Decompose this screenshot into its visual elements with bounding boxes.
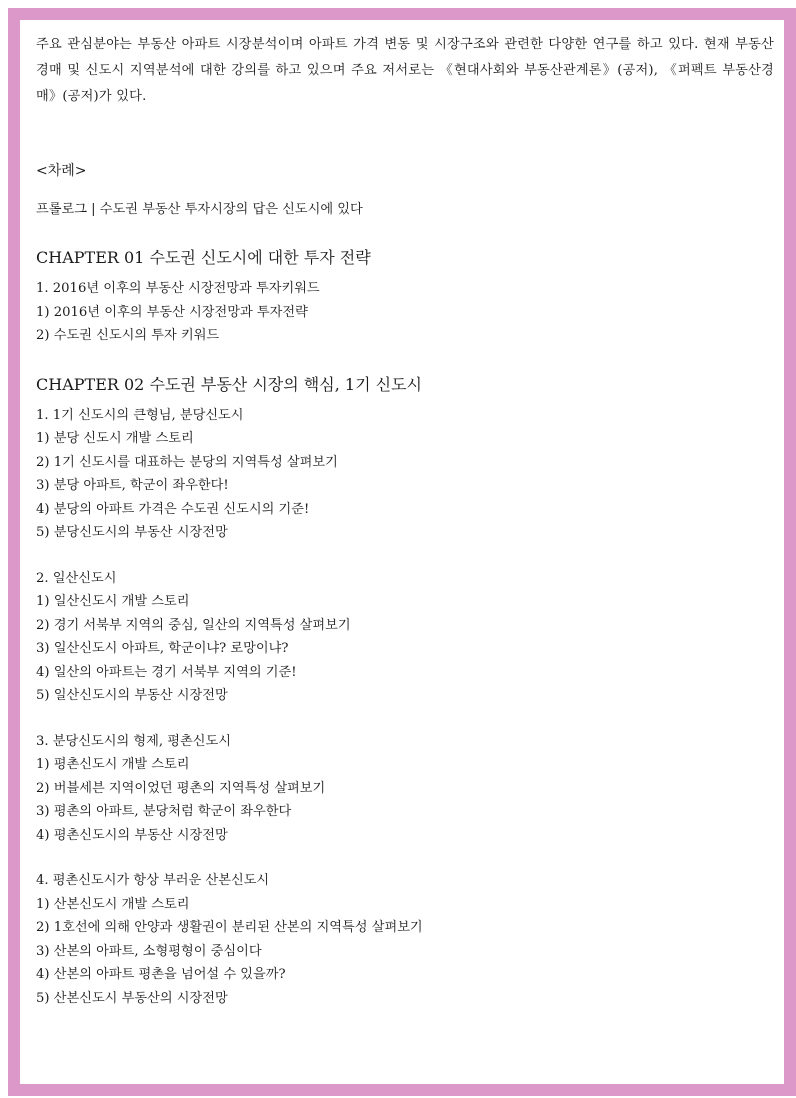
toc-chapters: [36, 243, 774, 1010]
toc-chapter: [36, 243, 774, 348]
section-heading: 4. 평촌신도시가 항상 부러운 산본신도시: [36, 873, 270, 888]
toc-item: 5) 일산신도시의 부동산 시장전망: [36, 688, 228, 703]
toc-item: 1) 산본신도시 개발 스토리: [36, 896, 190, 912]
section-heading: 2. 일산신도시: [36, 570, 117, 586]
toc-section: [36, 567, 774, 708]
toc-item: 1) 일산신도시 개발 스토리: [36, 594, 190, 609]
document-page: [36, 32, 774, 1032]
toc-item: 4) 평촌신도시의 부동산 시장전망: [36, 827, 228, 843]
author-intro-text: 주요 관심분야는 부동산 아파트 시장분석이며 아파트 가격 변동 및 시장구조와 관련한 다양한 연구를 하고 있다. 현재 부동산 경매 및 신도시 지역분석에 대한 강의를 하고 있으며 주요 저서로는 《현대사회와 부동산관계론》(공저), 《퍼펙트 부동산경매》(공저)가 있다.: [36, 37, 774, 104]
toc-section: [36, 277, 774, 348]
toc-item: 4) 분당의 아파트 가격은 수도권 신도시의 기준!: [36, 501, 310, 517]
toc-item: 1) 평촌신도시 개발 스토리: [36, 757, 190, 772]
toc-item: 2) 수도권 신도시의 투자 키워드: [36, 328, 220, 343]
toc-prologue: 프롤로그 | 수도권 부동산 투자시장의 답은 신도시에 있다: [36, 202, 363, 217]
toc-item: 3) 분당 아파트, 학군이 좌우한다!: [36, 478, 229, 493]
toc-item: 2) 1호선에 의해 안양과 생활권이 분리된 산본의 지역특성 살펴보기: [36, 920, 423, 935]
section-heading: 1. 1기 신도시의 큰형님, 분당신도시: [36, 407, 244, 423]
toc-section: [36, 404, 774, 545]
page-frame: [8, 8, 796, 1096]
toc-heading: <차례>: [36, 163, 87, 179]
toc-item: 3) 산본의 아파트, 소형평형이 중심이다: [36, 943, 262, 959]
toc-section: [36, 869, 774, 1010]
toc-item: 2) 경기 서북부 지역의 중심, 일산의 지역특성 살펴보기: [36, 617, 351, 633]
toc-item: 3) 일산신도시 아파트, 학군이냐? 로망이냐?: [36, 641, 289, 656]
toc-item: 4) 일산의 아파트는 경기 서북부 지역의 기준!: [36, 664, 297, 680]
toc-item: 1) 2016년 이후의 부동산 시장전망과 투자전략: [36, 304, 308, 320]
toc-item: 5) 분당신도시의 부동산 시장전망: [36, 525, 228, 540]
toc-item: 3) 평촌의 아파트, 분당처럼 학군이 좌우한다: [36, 804, 292, 819]
author-intro: [36, 32, 774, 110]
toc-item: 5) 산본신도시 부동산의 시장전망: [36, 990, 228, 1006]
section-heading: 3. 분당신도시의 형제, 평촌신도시: [36, 733, 231, 749]
toc-item: 2) 버블세븐 지역이었던 평촌의 지역특성 살펴보기: [36, 780, 326, 796]
toc-item: 2) 1기 신도시를 대표하는 분당의 지역특성 살펴보기: [36, 454, 338, 470]
toc-chapter: [36, 370, 774, 1011]
toc-item: 4) 산본의 아파트 평촌을 넘어설 수 있을까?: [36, 967, 286, 982]
toc-item: 1) 분당 신도시 개발 스토리: [36, 431, 194, 446]
toc-section: [36, 730, 774, 848]
chapter-title: CHAPTER 01 수도권 신도시에 대한 투자 전략: [36, 248, 371, 267]
section-heading: 1. 2016년 이후의 부동산 시장전망과 투자키워드: [36, 281, 320, 296]
chapter-title: CHAPTER 02 수도권 부동산 시장의 핵심, 1기 신도시: [36, 374, 422, 394]
